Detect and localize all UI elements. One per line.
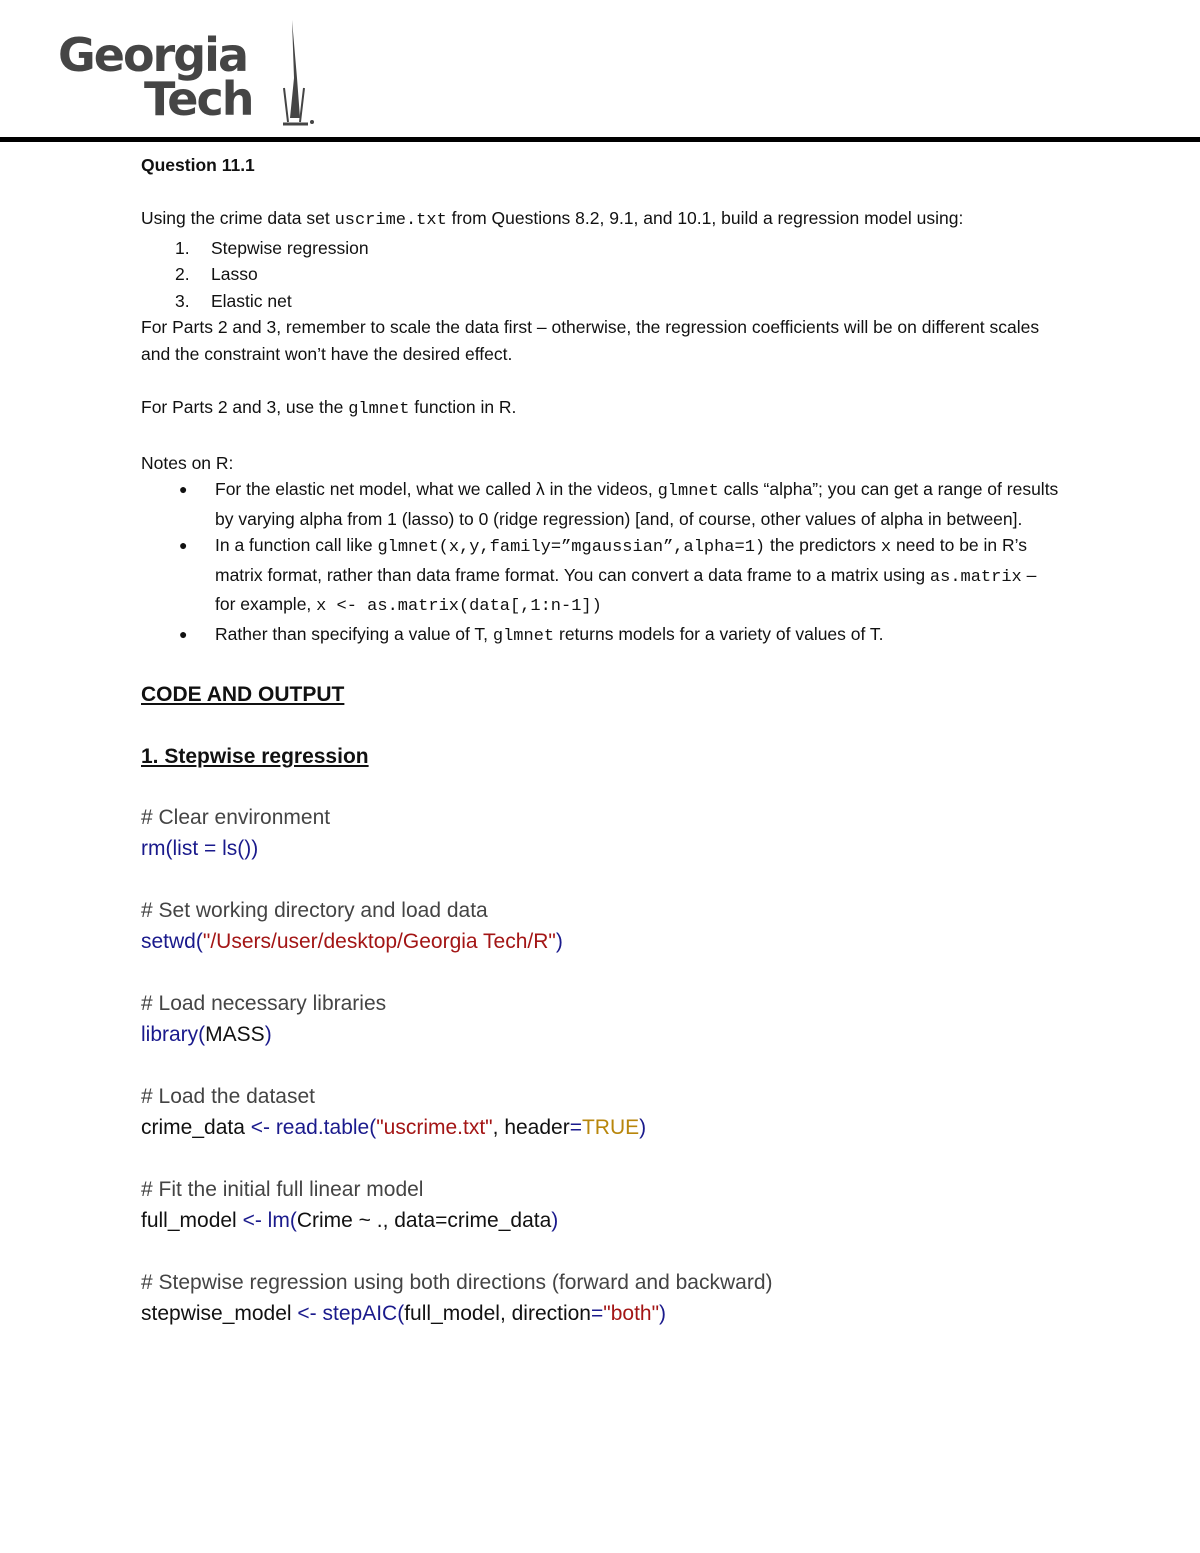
list-item: ● In a function call like glmnet(x,y,family=”mgaussian”,alpha=1) the predictors x need to be in R’s matrix format, rather than data frame format. You can convert a data frame to a matrix using as.matrix – for example, x <- as.matrix(data[,1:n-1]) — [179, 535, 1037, 616]
code-comment: # Load necessary libraries — [141, 992, 387, 1015]
georgia-tech-logo — [58, 18, 328, 130]
list-item: 1. Stepwise regression — [175, 237, 369, 258]
header-rule — [0, 137, 1200, 142]
question-title: Question 11.1 — [141, 155, 255, 175]
intro-post: from Questions 8.2, 9.1, and 10.1, build a regression model using: — [446, 208, 964, 228]
list-item: 2. Lasso — [175, 264, 258, 284]
intro-pre: Using the crime data set — [141, 208, 335, 228]
code-block — [141, 802, 1061, 1329]
section-subheading: 1. Stepwise regression — [141, 745, 369, 768]
logo-line-2: Tech — [144, 72, 253, 126]
code-comment: # Fit the initial full linear model — [141, 1178, 424, 1201]
code-comment: # Stepwise regression using both directions (forward and backward) — [141, 1271, 773, 1294]
list-item: ● Rather than specifying a value of T, glmnet returns models for a variety of values of T. — [179, 623, 884, 646]
list-item: ● For the elastic net model, what we called λ in the videos, glmnet calls “alpha”; you can get a range of results by varying alpha from 1 (lasso) to 0 (ridge regression) [and, of course, other values of alpha in between]. — [179, 479, 1059, 529]
list-item: 3. Elastic net — [175, 290, 292, 311]
glmnet-note: For Parts 2 and 3, use the glmnet function in R. — [141, 396, 517, 419]
code-comment: # Load the dataset — [141, 1085, 315, 1108]
code-line: library(MASS) — [141, 1023, 272, 1046]
code-line: full_model <- lm(Crime ~ ., data=crime_data) — [141, 1209, 559, 1232]
section-heading: CODE AND OUTPUT — [141, 683, 345, 706]
tech-tower-icon — [280, 18, 330, 130]
question-intro — [141, 205, 1061, 235]
notes-title: Notes on R: — [141, 452, 234, 473]
document-body — [141, 152, 1061, 1329]
code-line: setwd("/Users/user/desktop/Georgia Tech/R") — [141, 930, 563, 953]
code-comment: # Clear environment — [141, 806, 331, 829]
scale-note: For Parts 2 and 3, remember to scale the data first – otherwise, the regression coefficients will be on different scales and the constraint won’t have the desired effect. — [141, 317, 1040, 364]
logo-line-1: Georgia — [58, 28, 247, 82]
code-comment: # Set working directory and load data — [141, 899, 488, 922]
method-list — [141, 235, 1061, 315]
intro-file: uscrime.txt — [334, 211, 447, 230]
code-line: rm(list = ls()) — [141, 837, 259, 860]
code-line: stepwise_model <- stepAIC(full_model, direction="both") — [141, 1302, 667, 1325]
code-line: crime_data <- read.table("uscrime.txt", header=TRUE) — [141, 1116, 647, 1139]
notes-list — [141, 476, 1061, 650]
